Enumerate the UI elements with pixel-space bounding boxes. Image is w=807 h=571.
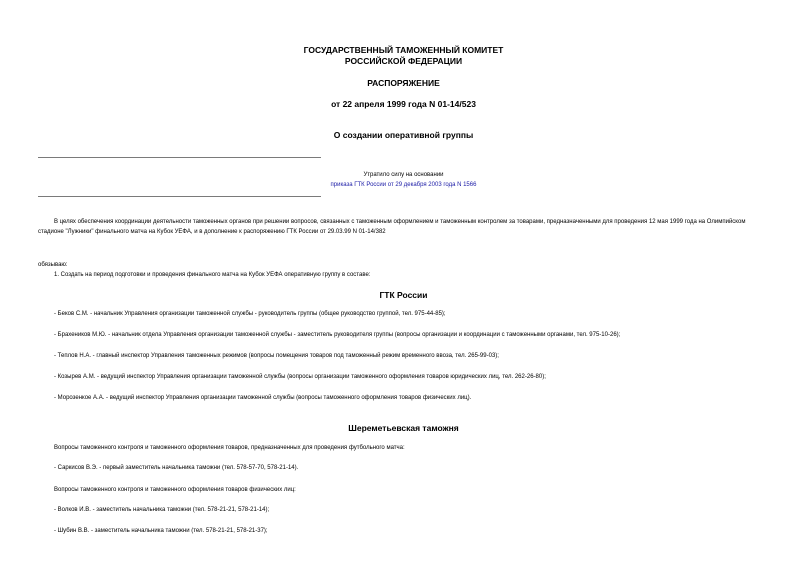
preamble-paragraph: В целях обеспечения координации деятельности таможенных органов при решении вопросов, связанных с таможенным оформлением и таможенным контролем за товарами, предназначенными для проведения 12 мая 1999 года на Олимпийском стадионе "Лужники" финального матча на Кубок УЕФА, и в дополнение к распоряжению ГТК России от 29.03.99 N 01-14/382: [38, 219, 746, 235]
gtk-member-5: - Морозенкое А.А. - ведущий инспектор Управления организации таможенной службы (вопросы таможенного оформления товаров физических лиц).: [54, 395, 472, 401]
gtk-member-2: - Брахеников М.Ю. - начальник отдела Управления организации таможенной службы - заместитель руководителя группы (вопросы организации и координации с таможенными органами, тел. 975-10-26);: [54, 332, 621, 338]
section-heading-gtk: ГТК России: [379, 290, 428, 300]
divider-top: [38, 157, 321, 158]
sher-member-2: - Волков И.В. - заместитель начальника таможни (тел. 578-21-21, 578-21-14);: [54, 507, 270, 513]
document-type: РАСПОРЯЖЕНИЕ: [367, 78, 440, 88]
committee-name-line2: РОССИЙСКОЙ ФЕДЕРАЦИИ: [344, 56, 463, 66]
committee-name-line1: ГОСУДАРСТВЕННЫЙ ТАМОЖЕННЫЙ КОМИТЕТ: [303, 45, 504, 55]
status-note: Утратило силу на основании: [363, 172, 444, 178]
document-title: О создании оперативной группы: [333, 130, 474, 140]
sher-member-1: - Саркисов В.Э. - первый заместитель начальника таможни (тел. 578-57-70, 578-21-14).: [54, 465, 299, 471]
obligate-text: обязываю:: [38, 262, 68, 268]
document-date: от 22 апреля 1999 года N 01-14/523: [331, 99, 476, 109]
gtk-member-1: - Беков С.М. - начальник Управления организации таможенной службы - руководитель группы (общее руководство группой, тел. 975-44-85);: [54, 311, 446, 317]
sher-intro-1: Вопросы таможенного контроля и таможенного оформления товаров, предназначенных для проведения футбольного матча:: [54, 445, 405, 451]
divider-bottom: [38, 196, 321, 197]
sher-member-3: - Шубин В.В. - заместитель начальника таможни (тел. 578-21-21, 578-21-37);: [54, 528, 268, 534]
section-heading-sheremetyevo: Шереметьевская таможня: [348, 423, 459, 433]
repeal-order-link[interactable]: приказа ГТК России от 29 декабря 2003 года N 1566: [330, 182, 477, 188]
gtk-member-4: - Козырев А.М. - ведущий инспектор Управления организации таможенной службы (вопросы организации таможенного оформления товаров юридических лиц, тел. 262-26-80);: [54, 374, 546, 380]
gtk-member-3: - Теплов Н.А. - главный инспектор Управления таможенных режимов (вопросы помещения товаров под таможенный режим временного ввоза, тел. 265-99-03);: [54, 353, 499, 359]
item-1-text: 1. Создать на период подготовки и проведения финального матча на Кубок УЕФА оперативную группу в составе:: [54, 272, 371, 278]
sher-intro-2: Вопросы таможенного контроля и таможенного оформления товаров физических лиц:: [54, 487, 296, 493]
